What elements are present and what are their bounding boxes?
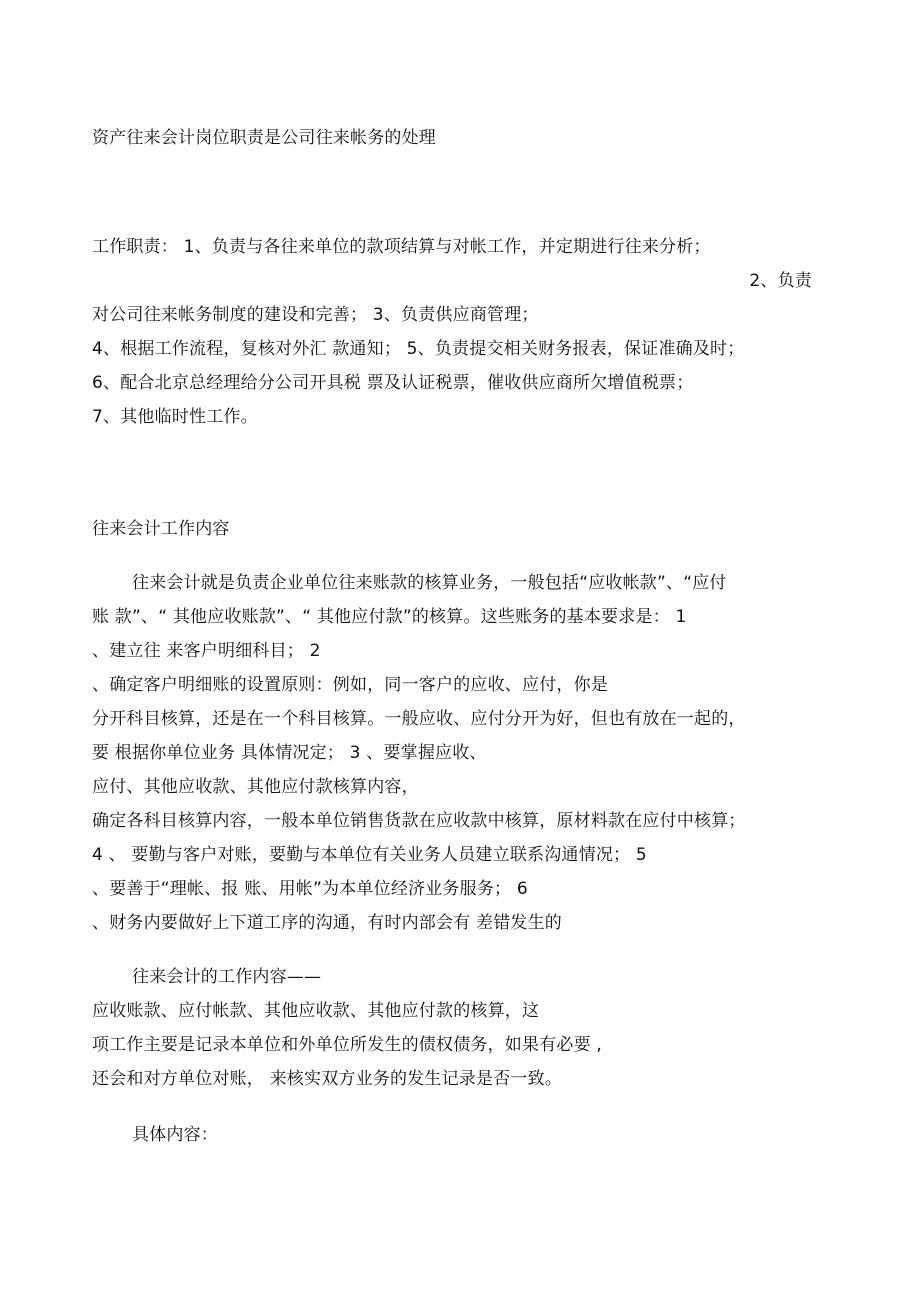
section4-heading: 具体内容： <box>132 1125 218 1145</box>
section2-line-11: 、财务内要做好上下道工序的沟通，有时内部会有 差错发生的 <box>92 913 563 933</box>
section2-line-9: 4 、 要勤与客户对账，要勤与本单位有关业务人员建立联系沟通情况； 5 <box>92 845 647 865</box>
section3-line-3: 项工作主要是记录本单位和外单位所发生的债权债务，如果有必要 , <box>92 1035 603 1055</box>
duties-line-4: 4、根据工作流程，复核对外汇 款通知； 5、负责提交相关财务报表，保证准确及时； <box>92 339 745 359</box>
section2-line-5: 分开科目核算，还是在一个科目核算。一般应收、应付分开为好，但也有放在一起的， <box>92 709 746 729</box>
section2-line-4: 、确定客户明细账的设置原则：例如，同一客户的应收、应付，你是 <box>92 675 608 695</box>
duties-line-2: 2、负责 <box>749 271 812 291</box>
section2-heading: 往来会计工作内容 <box>92 519 230 539</box>
section2-line-3: 、建立往 来客户明细科目； 2 <box>92 641 321 661</box>
section2-line-2: 账 款”、“ 其他应收账款”、“ 其他应付款”的核算。这些账务的基本要求是： 1 <box>92 607 687 627</box>
document-title: 资产往来会计岗位职责是公司往来帐务的处理 <box>92 128 436 148</box>
section2-line-6: 要 根据你单位业务 具体情况定； 3 、要掌握应收、 <box>92 743 487 763</box>
duties-line-6: 7、其他临时性工作。 <box>92 407 258 427</box>
duties-line-5: 6、配合北京总经理给分公司开具税 票及认证税票，催收供应商所欠增值税票； <box>92 373 694 393</box>
section2-line-10: 、要善于“理帐、报 账、用帐”为本单位经济业务服务； 6 <box>92 879 528 899</box>
section3-line-4: 还会和对方单位对账， 来核实双方业务的发生记录是否一致。 <box>92 1069 563 1089</box>
section3-line-2: 应收账款、应付帐款、其他应收款、其他应付款的核算，这 <box>92 1001 540 1021</box>
section2-line-7: 应付、其他应收款、其他应付款核算内容， <box>92 777 419 797</box>
duties-line-3: 对公司往来帐务制度的建设和完善； 3、负责供应商管理； <box>92 305 539 325</box>
duties-line-1: 工作职责： 1、负责与各往来单位的款项结算与对帐工作，并定期进行往来分析； <box>92 237 711 257</box>
section2-line-8: 确定各科目核算内容，一般本单位销售货款在应收款中核算，原材料款在应付中核算； <box>92 811 746 831</box>
section3-line-1: 往来会计的工作内容—— <box>132 967 322 987</box>
section2-line-1: 往来会计就是负责企业单位往来账款的核算业务，一般包括“应收帐款”、“应付 <box>132 573 727 593</box>
